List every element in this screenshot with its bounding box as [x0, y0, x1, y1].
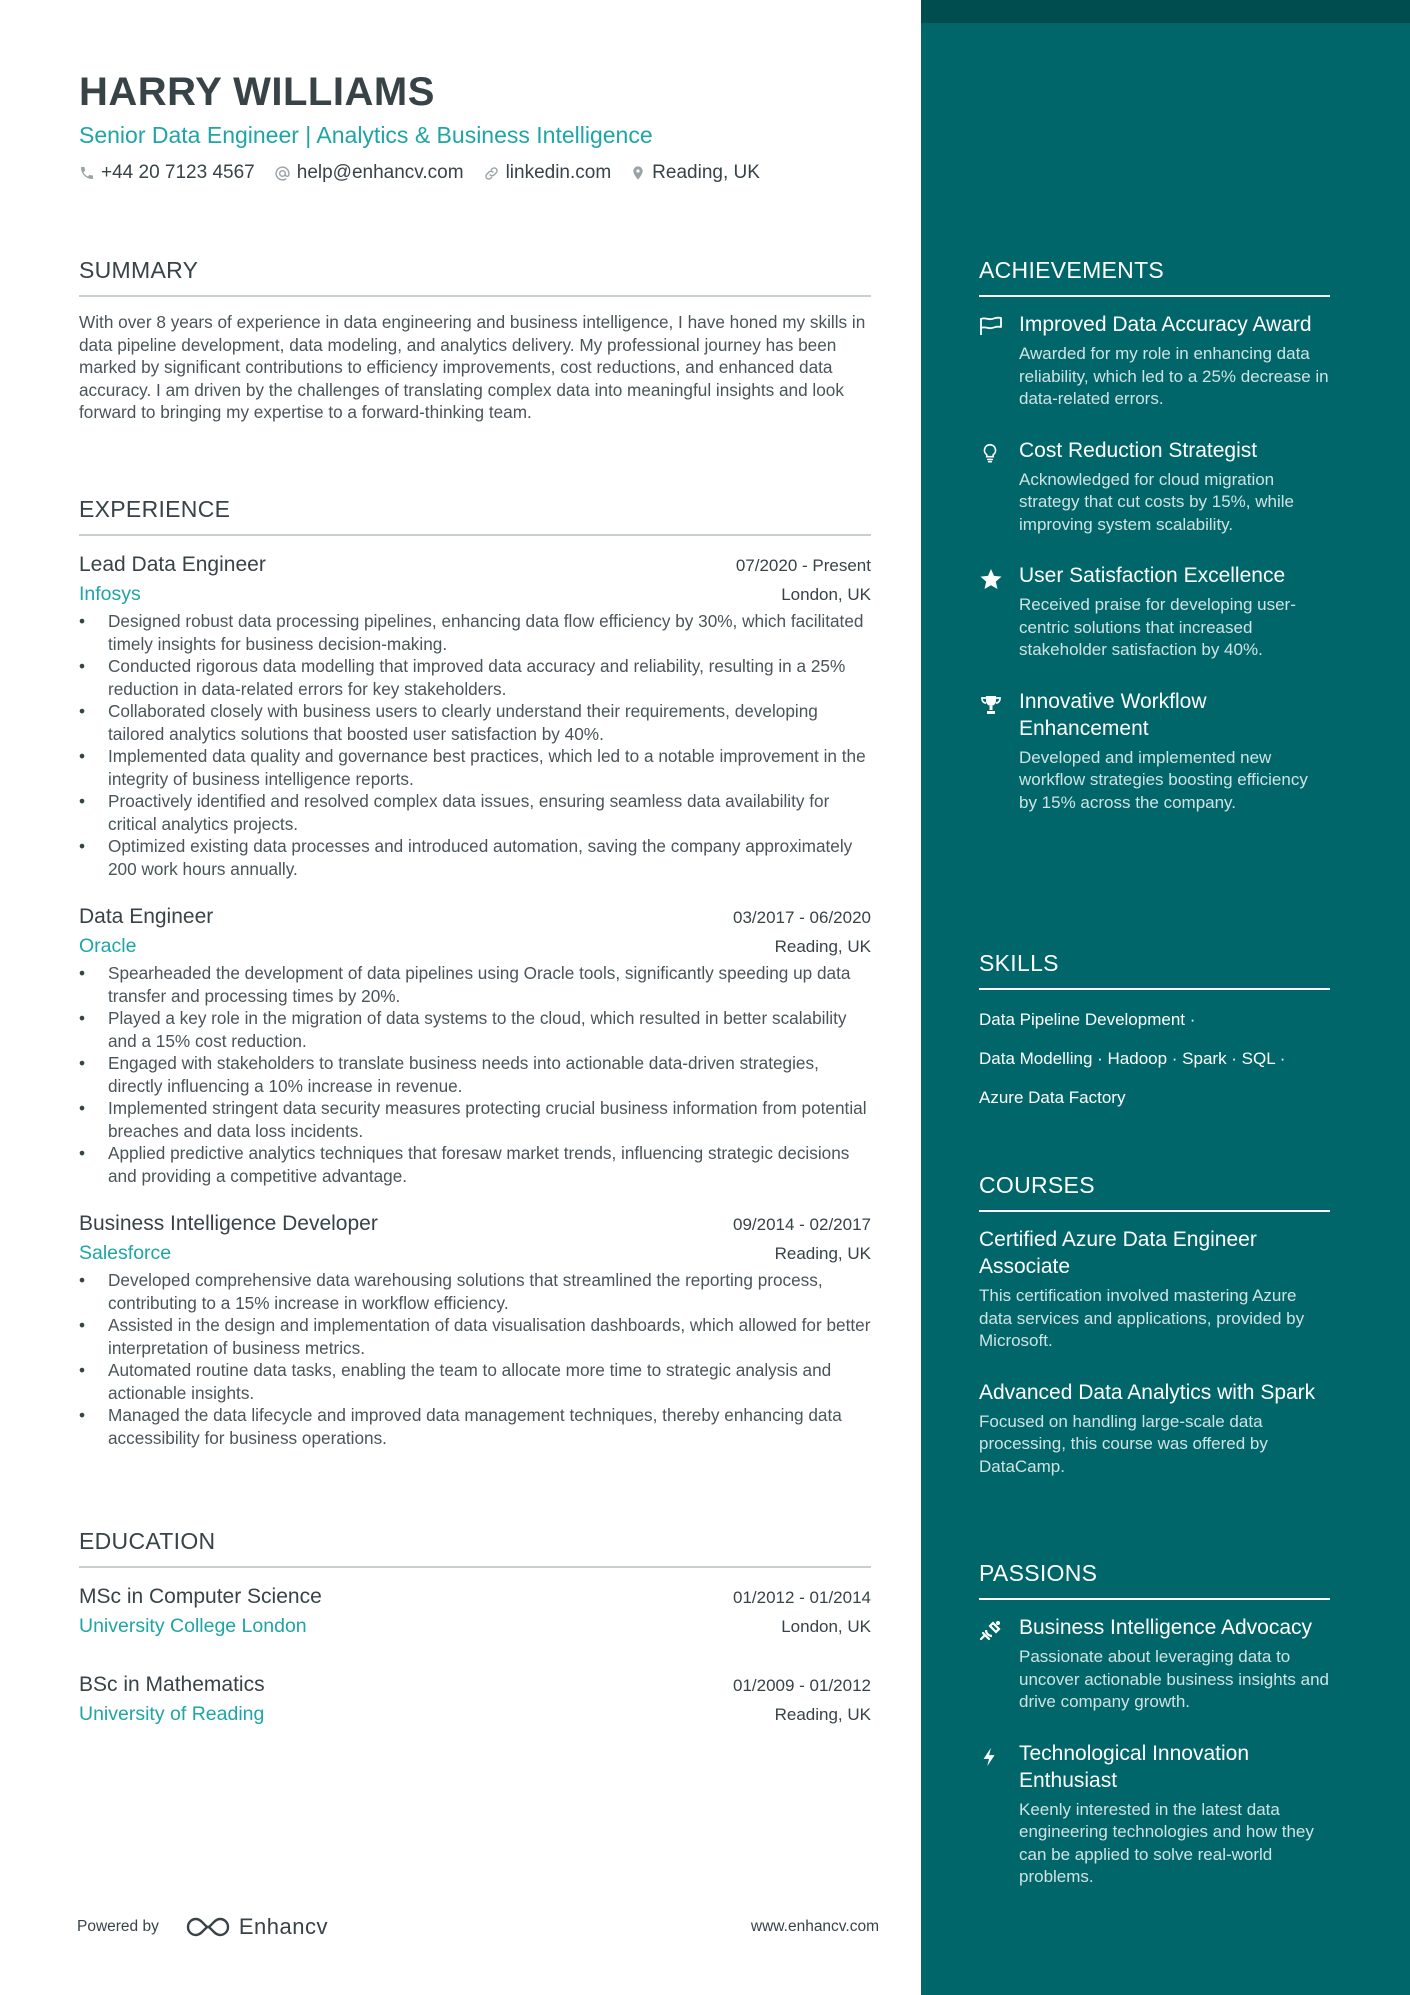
sidebar-top-band [921, 0, 1410, 23]
degree-dates: 01/2009 - 01/2012 [732, 1676, 871, 1695]
education-entry [79, 1670, 871, 1728]
course-desc: This certification involved mastering Azure data services and applications, provided by Microsoft. [979, 1286, 1305, 1350]
summary-section [79, 255, 871, 424]
star-icon [979, 567, 1003, 591]
contact-phone-text: +44 20 7123 4567 [101, 162, 255, 183]
job-dates: 03/2017 - 06/2020 [732, 908, 871, 927]
experience-title: EXPERIENCE [79, 494, 871, 536]
course-title: Advanced Data Analytics with Spark [979, 1380, 1316, 1404]
location-pin-icon [630, 164, 646, 182]
job-bullet: • Played a key role in the migration of data systems to the cloud, which resulted in better scalability and a 15% cost reduction. [79, 1007, 871, 1052]
job-bullet: • Engaged with stakeholders to translate business needs into actionable data-driven strategies, directly influencing a 10% increase in revenue. [79, 1052, 871, 1097]
job-bullet: • Managed the data lifecycle and improved data management techniques, thereby enhancing data accessibility for business operations. [79, 1404, 871, 1449]
skills-section [979, 948, 1330, 1117]
job-title: Lead Data Engineer [79, 553, 266, 576]
job-bullet: • Applied predictive analytics techniques that foresaw market trends, influencing strategic decisions and providing a competitive advantage. [79, 1142, 871, 1187]
achievements-section [979, 255, 1330, 814]
achievement-item [979, 562, 1330, 662]
phone-icon [79, 165, 95, 181]
experience-entry [79, 902, 871, 1187]
powered-by-label: Powered by [77, 1918, 159, 1935]
candidate-headline: Senior Data Engineer | Analytics & Business Intelligence [79, 122, 653, 148]
achievements-title: ACHIEVEMENTS [979, 255, 1330, 297]
job-company: Infosys [79, 583, 141, 605]
skills-line: Data Modelling · Hadoop · Spark · SQL · [979, 1049, 1286, 1068]
job-bullet: • Designed robust data processing pipelines, enhancing data flow efficiency by 30%, which facilitated timely insights for business decision-making. [79, 610, 871, 655]
brand-name: Enhancv [238, 1914, 328, 1939]
education-title: EDUCATION [79, 1526, 871, 1568]
lightbulb-icon [979, 442, 1001, 464]
job-location: London, UK [781, 585, 871, 604]
passion-desc: Passionate about leveraging data to uncover actionable business insights and drive company growth. [1019, 1647, 1329, 1711]
candidate-name: HARRY WILLIAMS [79, 70, 435, 114]
experience-section [79, 494, 871, 1449]
job-bullets [79, 610, 871, 880]
job-dates: 07/2020 - Present [735, 556, 871, 575]
job-bullet: • Assisted in the design and implementation of data visualisation dashboards, which allowed for better interpretation of business metrics. [79, 1314, 871, 1359]
school-location: London, UK [781, 1617, 871, 1636]
link-icon [483, 165, 500, 182]
contact-phone[interactable] [79, 162, 255, 184]
brand-logo[interactable] [185, 1914, 328, 1940]
summary-text: With over 8 years of experience in data engineering and business intelligence, I have honed my skills in data pipeline development, data modeling, and analytics delivery. My professional journey has been marked by significant contributions to efficiency improvements, cost reductions, and enhanced data accuracy. I am driven by the challenges of translating complex data into meaningful insights and look forward to bringing my expertise to a forward-thinking team. [79, 312, 866, 422]
footer [77, 1914, 879, 1940]
job-location: Reading, UK [774, 937, 871, 956]
experience-entry [79, 1209, 871, 1449]
achievement-item [979, 437, 1330, 537]
passion-title: Business Intelligence Advocacy [1019, 1616, 1313, 1639]
job-bullet: • Proactively identified and resolved complex data issues, ensuring seamless data availability for critical analytics projects. [79, 790, 871, 835]
job-title: Data Engineer [79, 905, 214, 928]
achievement-title: Innovative Workflow Enhancement [1019, 689, 1207, 740]
achievement-desc: Awarded for my role in enhancing data reliability, which led to a 25% decrease in data-related errors. [1019, 344, 1329, 408]
achievement-desc: Received praise for developing user-centric solutions that increased stakeholder satisfaction by 40%. [1019, 595, 1296, 659]
achievement-desc: Acknowledged for cloud migration strategy that cut costs by 15%, while improving system scalability. [1019, 469, 1294, 534]
school-name: University of Reading [79, 1703, 265, 1725]
school-location: Reading, UK [774, 1705, 871, 1724]
achievement-title: User Satisfaction Excellence [1019, 564, 1286, 587]
job-title: Business Intelligence Developer [79, 1212, 378, 1235]
course-item [979, 1379, 1330, 1479]
education-section [79, 1526, 871, 1728]
job-dates: 09/2014 - 02/2017 [732, 1215, 871, 1234]
job-location: Reading, UK [774, 1244, 871, 1263]
skills-line: Azure Data Factory [979, 1088, 1126, 1107]
job-bullet: • Developed comprehensive data warehousing solutions that streamlined the reporting process, contributing to a 15% increase in workflow efficiency. [79, 1269, 871, 1314]
school-name: University College London [79, 1615, 307, 1637]
lightning-icon [979, 1745, 1001, 1769]
course-desc: Focused on handling large-scale data processing, this course was offered by DataCamp. [979, 1411, 1268, 1476]
footer-url[interactable]: www.enhancv.com [750, 1918, 879, 1935]
job-bullets [79, 962, 871, 1187]
contact-bar [79, 162, 879, 184]
course-title: Certified Azure Data Engineer Associate [979, 1228, 1257, 1278]
job-bullet: • Collaborated closely with business users to clearly understand their requirements, developing tailored analytics solutions that boosted user satisfaction by 40%. [79, 700, 871, 745]
powered-by [77, 1914, 328, 1940]
passions-section [979, 1558, 1330, 1889]
contact-link[interactable] [483, 162, 612, 184]
achievement-desc: Developed and implemented new workflow strategies boosting efficiency by 15% across the company. [1019, 747, 1308, 812]
job-bullet: • Spearheaded the development of data pipelines using Oracle tools, significantly speeding up data transfer and processing times by 20%. [79, 962, 871, 1007]
trophy-icon [979, 693, 1003, 717]
job-bullet: • Automated routine data tasks, enabling the team to allocate more time to strategic analysis and actionable insights. [79, 1359, 871, 1404]
flag-icon [979, 316, 1003, 336]
job-company: Oracle [79, 935, 137, 957]
passion-desc: Keenly interested in the latest data engineering technologies and how they can be applied to solve real-world problems. [1019, 1799, 1314, 1886]
contact-email[interactable] [274, 162, 464, 184]
passion-title: Technological Innovation Enthusiast [1019, 1741, 1249, 1792]
achievement-title: Improved Data Accuracy Award [1019, 313, 1312, 336]
contact-link-text: linkedin.com [505, 162, 612, 183]
skills-list [979, 1000, 1330, 1117]
achievement-title: Cost Reduction Strategist [1019, 438, 1258, 462]
job-company: Salesforce [79, 1242, 172, 1264]
skills-title: SKILLS [979, 948, 1330, 990]
satellite-icon [979, 1619, 1003, 1643]
contact-location-text: Reading, UK [652, 162, 760, 183]
degree-title: MSc in Computer Science [79, 1585, 322, 1608]
job-bullet: • Implemented stringent data security measures protecting crucial business information from potential breaches and data loss incidents. [79, 1097, 871, 1142]
contact-email-text: help@enhancv.com [296, 162, 464, 183]
job-bullet: • Implemented data quality and governance best practices, which led to a notable improvement in the integrity of business intelligence reports. [79, 745, 871, 790]
skills-line: Data Pipeline Development · [979, 1010, 1196, 1029]
at-icon [274, 165, 291, 182]
degree-title: BSc in Mathematics [79, 1673, 265, 1696]
experience-entry [79, 550, 871, 880]
contact-location [630, 162, 760, 184]
job-bullet: • Conducted rigorous data modelling that improved data accuracy and reliability, resulting in a 25% reduction in data-related errors for key stakeholders. [79, 655, 871, 700]
sidebar [921, 0, 1410, 1995]
passion-item [979, 1740, 1330, 1889]
job-bullet: • Optimized existing data processes and introduced automation, saving the company approximately 200 work hours annually. [79, 835, 871, 880]
education-entry [79, 1582, 871, 1640]
course-item [979, 1226, 1330, 1353]
resume-header [79, 68, 879, 184]
passion-item [979, 1614, 1330, 1714]
achievement-item [979, 688, 1330, 815]
degree-dates: 01/2012 - 01/2014 [732, 1588, 871, 1607]
passions-title: PASSIONS [979, 1558, 1330, 1600]
summary-title: SUMMARY [79, 255, 871, 297]
job-bullets [79, 1269, 871, 1449]
courses-title: COURSES [979, 1170, 1330, 1212]
achievement-item [979, 311, 1330, 411]
courses-section [979, 1170, 1330, 1478]
enhancv-logo-icon [185, 1915, 231, 1939]
